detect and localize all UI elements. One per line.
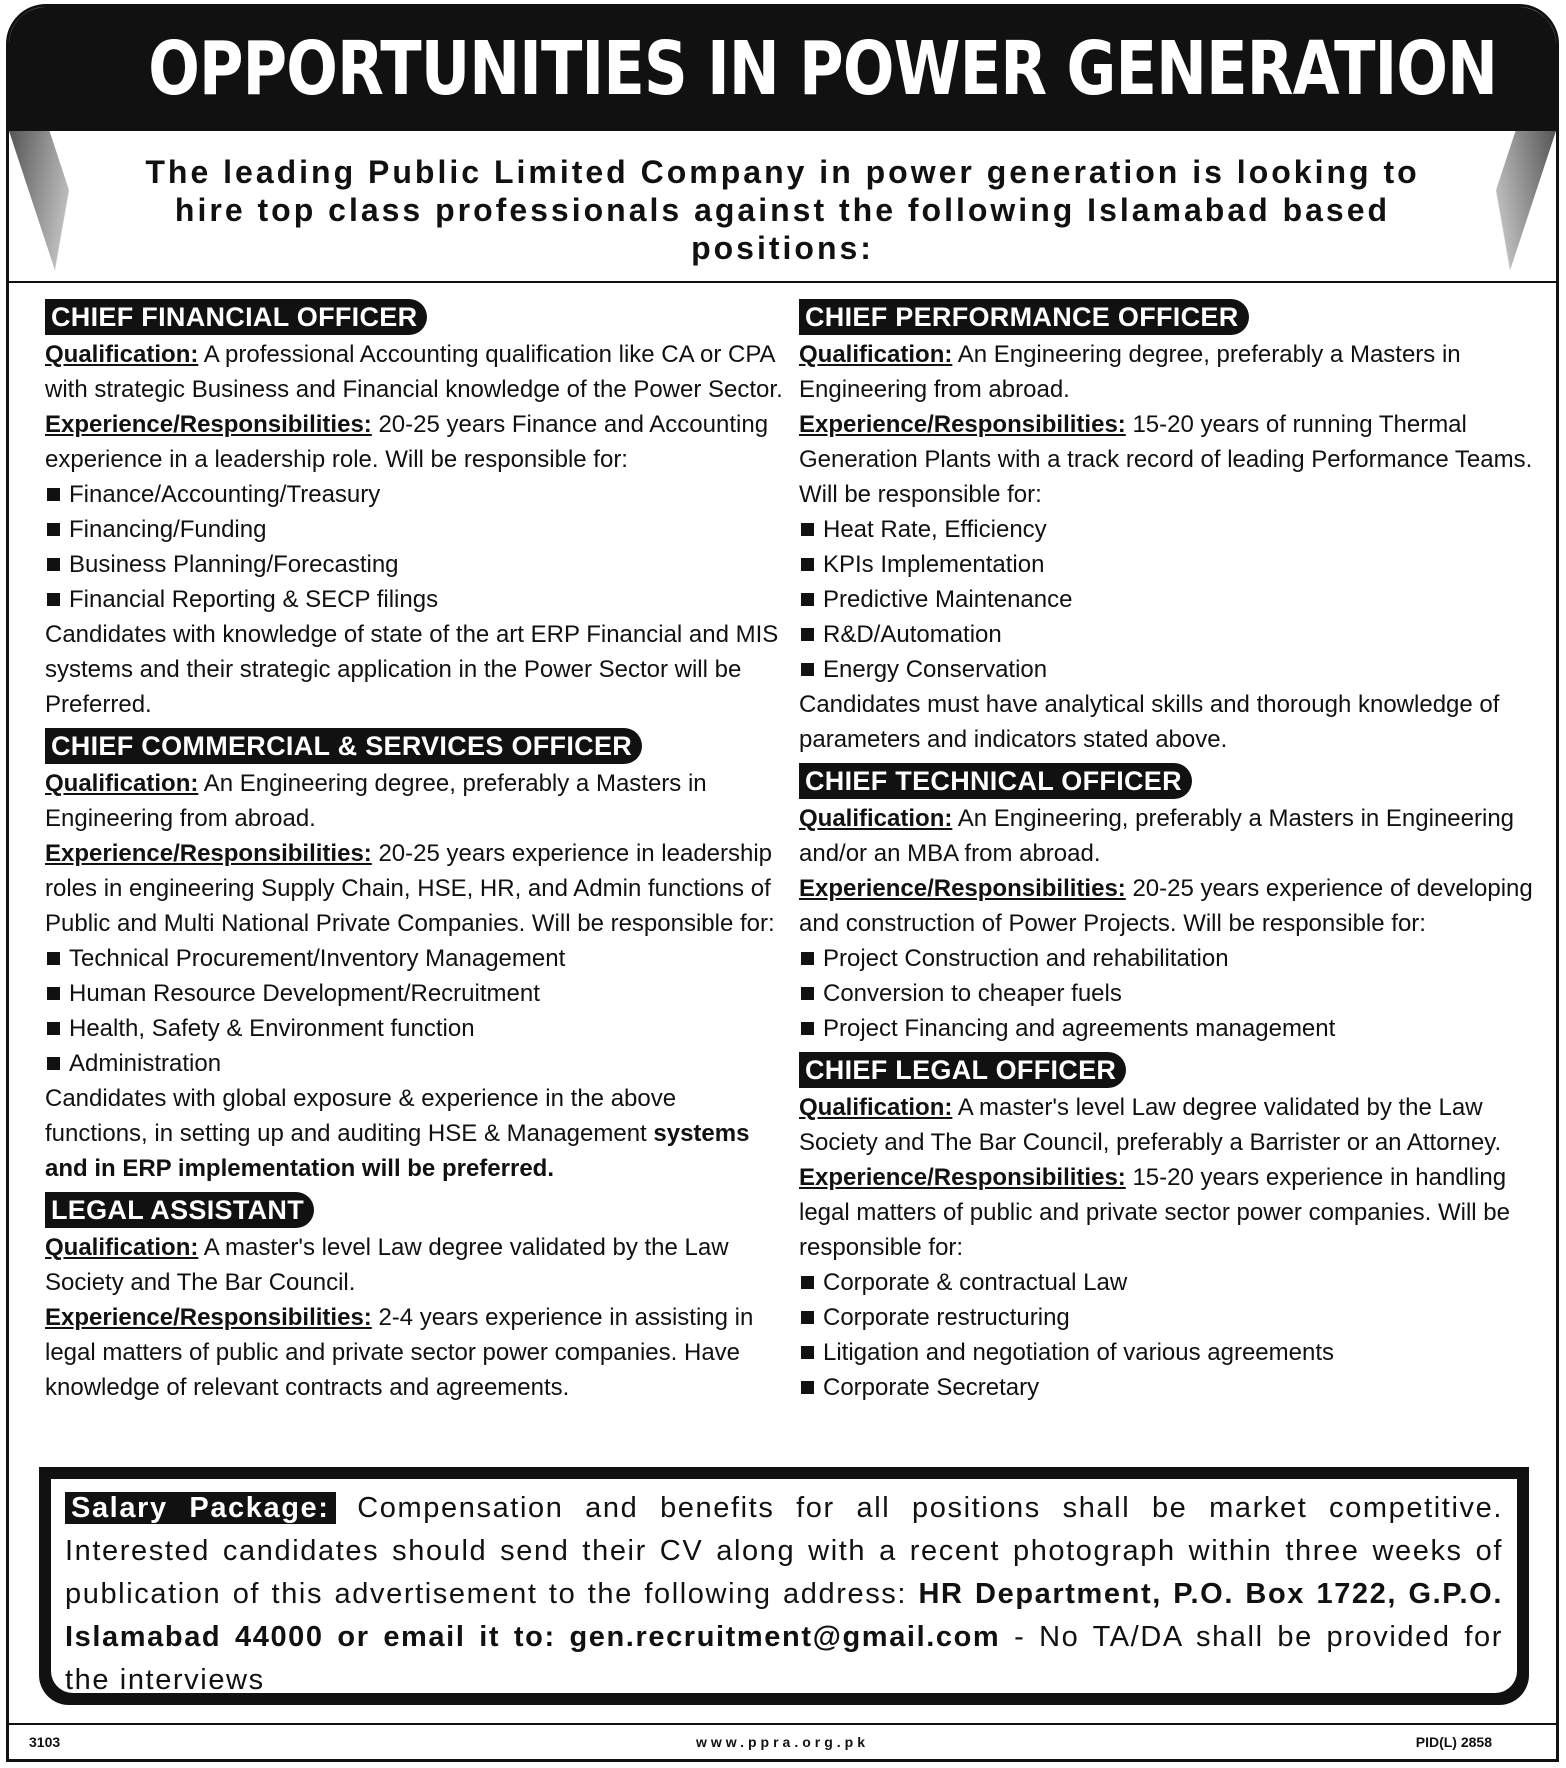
list-item: KPIs Implementation [799,547,1539,582]
list-item: Heat Rate, Efficiency [799,512,1539,547]
left-wedge-decoration [9,131,99,281]
list-item: Litigation and negotiation of various agreements [799,1335,1539,1370]
qualification-label: Qualification: [45,1234,199,1261]
salary-label: Salary Package: [65,1492,336,1524]
preference-note [45,1081,785,1186]
preference-note: Candidates with knowledge of state of the art ERP Financial and MIS systems and their strategic application in the Power Sector will be Preferred. [45,621,779,718]
position-cto [799,763,1539,1046]
salary-content [51,1479,1517,1696]
list-item: Corporate & contractual Law [799,1265,1539,1300]
right-column [799,299,1539,1411]
qualification-label: Qualification: [45,341,199,368]
salary-footnote: - No TA/DA shall be provided for the interviews [65,1621,1503,1696]
header-banner [9,7,1556,131]
experience-text: 15-20 years experience in handling legal matters of public and private sector power companies. Will be responsible for: [799,1164,1510,1261]
list-item: Technical Procurement/Inventory Management [45,941,785,976]
responsibility-list [45,477,785,617]
salary-box [39,1467,1529,1705]
list-item: Energy Conservation [799,652,1539,687]
responsibility-list [799,512,1539,687]
experience-text: 15-20 years of running Thermal Generation Plants with a track record of leading Performance Teams. Will be responsible for: [799,411,1533,508]
left-column [45,299,785,1411]
list-item: Financial Reporting & SECP filings [45,582,785,617]
intro-text: The leading Public Limited Company in power generation is looking to hire top class professionals against the following Islamabad based positions: [145,154,1420,266]
list-item: R&D/Automation [799,617,1539,652]
qualification-text: An Engineering, preferably a Masters in Engineering and/or an MBA from abroad. [799,805,1515,867]
experience-text: 20-25 years Finance and Accounting experience in a leadership role. Will be responsible for: [45,411,769,473]
position-title: CHIEF TECHNICAL OFFICER [799,763,1192,799]
experience-text: 20-25 years experience in leadership roles in engineering Supply Chain, HSE, HR, and Admin functions of Public and Multi National Private Companies. Will be responsible for: [45,840,775,937]
experience-label: Experience/Responsibilities: [45,840,372,867]
qualification-text: A master's level Law degree validated by the Law Society and The Bar Council. [45,1234,729,1296]
position-title: LEGAL ASSISTANT [45,1192,314,1228]
page-title: OPPORTUNITIES IN POWER GENERATION [148,26,1498,112]
position-title: CHIEF LEGAL OFFICER [799,1052,1126,1088]
experience-label: Experience/Responsibilities: [799,411,1126,438]
position-cfo [45,299,785,722]
list-item: Business Planning/Forecasting [45,547,785,582]
responsibility-list [799,1265,1539,1405]
experience-label: Experience/Responsibilities: [799,1164,1126,1191]
experience-label: Experience/Responsibilities: [799,875,1126,902]
responsibility-list [45,941,785,1081]
list-item: Corporate Secretary [799,1370,1539,1405]
list-item: Finance/Accounting/Treasury [45,477,785,512]
right-wedge-decoration [1466,131,1556,281]
position-title: CHIEF COMMERCIAL & SERVICES OFFICER [45,728,642,764]
experience-label: Experience/Responsibilities: [45,411,372,438]
advertisement [6,4,1559,1762]
list-item: Financing/Funding [45,512,785,547]
pid-code: PID(L) 2858 [1415,1734,1492,1750]
position-clo [799,1052,1539,1405]
preference-note: Candidates must have analytical skills and thorough knowledge of parameters and indicators stated above. [799,691,1500,753]
list-item: Administration [45,1046,785,1081]
list-item: Human Resource Development/Recruitment [45,976,785,1011]
preference-note-text: Candidates with global exposure & experience in the above functions, in setting up and auditing HSE & Management [45,1085,677,1147]
list-item: Conversion to cheaper fuels [799,976,1539,1011]
experience-text: 20-25 years experience of developing and construction of Power Projects. Will be responsible for: [799,875,1533,937]
list-item: Project Financing and agreements management [799,1011,1539,1046]
list-item: Corporate restructuring [799,1300,1539,1335]
qualification-text: A professional Accounting qualification like CA or CPA with strategic Business and Financial knowledge of the Power Sector. [45,341,783,403]
qualification-text: An Engineering degree, preferably a Masters in Engineering from abroad. [799,341,1461,403]
experience-text: 2-4 years experience in assisting in legal matters of public and private sector power companies. Have knowledge of relevant contracts and agreements. [45,1304,754,1401]
qualification-label: Qualification: [799,805,953,832]
qualification-label: Qualification: [799,1094,953,1121]
list-item: Project Construction and rehabilitation [799,941,1539,976]
footer [9,1723,1556,1759]
responsibility-list [799,941,1539,1046]
position-legal-assistant [45,1192,785,1405]
ad-code: 3103 [29,1734,61,1750]
position-cpo [799,299,1539,757]
list-item: Predictive Maintenance [799,582,1539,617]
experience-label: Experience/Responsibilities: [45,1304,372,1331]
preference-note-bold: systems and in ERP implementation will be preferred. [45,1120,750,1182]
website-url: www.ppra.org.pk [695,1734,870,1750]
position-ccso [45,728,785,1186]
qualification-label: Qualification: [45,770,199,797]
contact-address: HR Department, P.O. Box 1722, G.P.O. Islamabad 44000 or email it to: gen.recruitment@gmail.com [65,1578,1503,1653]
position-title: CHIEF FINANCIAL OFFICER [45,299,427,335]
qualification-text: An Engineering degree, preferably a Masters in Engineering from abroad. [45,770,707,832]
qualification-text: A master's level Law degree validated by the Law Society and The Bar Council, preferably a Barrister or an Attorney. [799,1094,1502,1156]
qualification-label: Qualification: [799,341,953,368]
intro-block [9,131,1556,283]
position-title: CHIEF PERFORMANCE OFFICER [799,299,1249,335]
list-item: Health, Safety & Environment function [45,1011,785,1046]
salary-text: Compensation and benefits for all positions shall be market competitive. Interested candidates should send their CV along with a recent photograph within three weeks of publication of this advertisement to the following address: [65,1492,1503,1610]
